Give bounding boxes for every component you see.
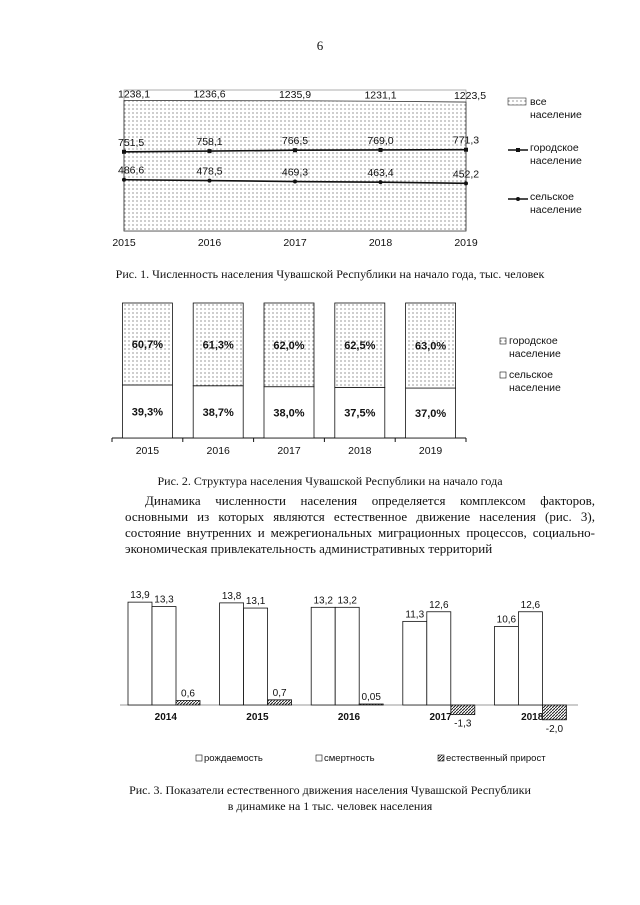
fig1-x-tick-label: 2019 bbox=[454, 237, 478, 249]
fig3-data-label: 10,6 bbox=[496, 614, 517, 626]
fig1-marker-rural bbox=[293, 180, 297, 184]
fig2-chart bbox=[112, 303, 561, 457]
fig1-data-label: 771,3 bbox=[452, 134, 480, 147]
fig3-data-label: 12,6 bbox=[520, 599, 541, 611]
fig1-data-label: 766,5 bbox=[281, 135, 309, 148]
fig3-x-tick-label: 2016 bbox=[337, 712, 361, 723]
fig3-data-label: 0,7 bbox=[272, 687, 287, 699]
fig2-x-tick-label: 2017 bbox=[277, 445, 301, 457]
fig1-marker-urban bbox=[122, 150, 126, 154]
fig2-data-label-rural: 38,7% bbox=[202, 406, 234, 419]
fig2-x-tick-label: 2018 bbox=[348, 445, 372, 457]
fig1-data-label: 751,5 bbox=[118, 136, 145, 149]
fig3-bar-deaths bbox=[152, 607, 176, 705]
fig3-bar-deaths bbox=[244, 608, 268, 705]
fig3-data-label: -1,3 bbox=[454, 718, 472, 730]
fig2-x-tick-label: 2019 bbox=[418, 445, 443, 457]
fig2-caption: Рис. 2. Структура населения Чувашской Республики на начало года bbox=[157, 474, 503, 488]
fig2-x-tick-label: 2015 bbox=[135, 445, 160, 457]
fig1-legend-label: сельское bbox=[530, 191, 574, 203]
fig1-x-tick-label: 2018 bbox=[368, 237, 393, 249]
fig1-legend-label: городское bbox=[530, 142, 579, 154]
fig3-bar-births bbox=[494, 627, 518, 705]
fig3-x-tick-label: 2014 bbox=[154, 712, 177, 723]
fig3-bar-births bbox=[128, 602, 152, 705]
fig1-x-tick-label: 2017 bbox=[283, 237, 307, 249]
fig3-bar-natural-increase bbox=[359, 704, 383, 705]
fig3-chart bbox=[120, 590, 578, 764]
fig2-legend-swatch bbox=[500, 372, 506, 378]
fig1-data-label: 1238,1 bbox=[118, 88, 151, 101]
fig3-bar-births bbox=[220, 603, 244, 705]
fig2-legend-label: городское bbox=[509, 335, 558, 347]
fig1-marker-rural bbox=[464, 181, 468, 185]
fig1-marker-urban bbox=[208, 149, 212, 153]
fig1-marker-rural bbox=[208, 179, 212, 183]
page-number: 6 bbox=[316, 38, 324, 53]
fig3-bar-deaths bbox=[335, 607, 359, 705]
fig1-legend-label: население bbox=[530, 109, 582, 121]
fig1-marker-urban bbox=[293, 148, 297, 152]
fig3-data-label: 13,2 bbox=[337, 595, 357, 607]
fig1-data-label: 1236,6 bbox=[193, 88, 226, 101]
fig3-data-label: 0,05 bbox=[361, 692, 381, 703]
fig2-data-label-rural: 37,0% bbox=[414, 408, 447, 421]
fig3-legend-label: рождаемость bbox=[204, 753, 263, 764]
fig3-data-label: 13,1 bbox=[245, 596, 266, 608]
fig2-data-label-urban: 63,0% bbox=[414, 340, 447, 353]
fig3-data-label: 13,8 bbox=[221, 590, 242, 602]
fig3-data-label: 13,3 bbox=[154, 594, 174, 606]
fig2-data-label-urban: 60,7% bbox=[131, 338, 164, 351]
fig1-data-label: 758,1 bbox=[196, 136, 223, 149]
fig2-legend-label: население bbox=[509, 348, 561, 360]
fig1-legend-marker bbox=[516, 148, 520, 152]
fig1-marker-urban bbox=[379, 148, 383, 152]
fig1-data-label: 1231,1 bbox=[364, 89, 397, 102]
fig1-marker-rural bbox=[379, 180, 383, 184]
fig3-data-label: 11,3 bbox=[405, 609, 425, 621]
fig1-data-label: 486,6 bbox=[118, 164, 145, 177]
fig1-legend-label: все bbox=[530, 96, 547, 108]
fig1-x-tick-label: 2016 bbox=[197, 237, 222, 249]
fig2-data-label-urban: 61,3% bbox=[202, 339, 234, 352]
fig3-bar-natural-increase bbox=[176, 701, 200, 705]
fig3-bar-deaths bbox=[518, 612, 542, 705]
fig1-data-label: 1235,9 bbox=[278, 88, 312, 101]
fig2-data-label-rural: 37,5% bbox=[344, 407, 376, 420]
fig2-legend-label: сельское bbox=[509, 369, 553, 381]
fig1-legend-marker bbox=[516, 197, 520, 201]
fig3-legend-swatch bbox=[196, 755, 202, 761]
fig1-data-label: 478,5 bbox=[196, 165, 223, 178]
fig3-legend-label: смертность bbox=[324, 753, 375, 764]
fig3-bar-natural-increase bbox=[268, 700, 292, 705]
fig1-marker-rural bbox=[122, 178, 126, 182]
fig1-data-label: 452,2 bbox=[452, 168, 480, 181]
fig3-x-tick-label: 2017 bbox=[429, 712, 452, 723]
fig3-caption-line1: Рис. 3. Показатели естественного движения населения Чувашской Республики bbox=[129, 783, 531, 797]
fig1-chart bbox=[112, 89, 582, 249]
fig3-data-label: 12,6 bbox=[429, 599, 449, 611]
fig2-data-label-rural: 38,0% bbox=[273, 407, 305, 420]
fig3-bar-natural-increase bbox=[542, 705, 566, 720]
fig3-bar-births bbox=[311, 607, 335, 705]
fig3-bar-deaths bbox=[427, 612, 451, 705]
fig3-legend-swatch bbox=[438, 755, 444, 761]
fig1-caption: Рис. 1. Численность населения Чувашской Республики на начало года, тыс. человек bbox=[115, 267, 545, 281]
fig3-caption-line2: в динамике на 1 тыс. человек населения bbox=[227, 799, 433, 813]
fig3-legend-label: естественный прирост bbox=[446, 753, 546, 764]
fig3-bar-births bbox=[403, 621, 427, 705]
fig3-data-label: 13,9 bbox=[130, 590, 150, 602]
fig1-data-label: 469,3 bbox=[281, 166, 309, 179]
fig3-x-tick-label: 2015 bbox=[246, 712, 269, 723]
fig1-legend-swatch bbox=[508, 98, 526, 105]
fig2-legend-label: население bbox=[509, 382, 561, 394]
fig3-data-label: 0,6 bbox=[181, 688, 195, 700]
fig2-x-tick-label: 2016 bbox=[206, 445, 230, 457]
fig1-legend-label: население bbox=[530, 155, 582, 167]
fig3-x-tick-label: 2018 bbox=[521, 712, 544, 723]
fig2-data-label-urban: 62,5% bbox=[344, 340, 376, 353]
fig1-x-tick-label: 2015 bbox=[112, 237, 136, 249]
fig2-data-label-urban: 62,0% bbox=[273, 339, 305, 352]
fig3-data-label: 13,2 bbox=[313, 595, 333, 607]
fig3-data-label: -2,0 bbox=[545, 723, 564, 735]
fig1-legend-label: население bbox=[530, 204, 582, 216]
fig2-data-label-rural: 39,3% bbox=[131, 406, 164, 419]
fig2-legend-swatch bbox=[500, 338, 506, 344]
fig1-marker-urban bbox=[464, 148, 468, 152]
fig3-legend-swatch bbox=[316, 755, 322, 761]
body-paragraph: Динамика численности населения определяется комплексом факторов, основными из которых являются естественное движение населения (рис. 3), состояние внутренних и межрегиональных миграционных процессов, социально-экономическая привлекательность административных территорий bbox=[125, 493, 595, 556]
fig1-data-label: 769,0 bbox=[367, 134, 394, 147]
fig1-data-label: 1223,5 bbox=[453, 90, 487, 103]
fig3-bar-natural-increase bbox=[451, 705, 475, 715]
fig1-data-label: 463,4 bbox=[367, 167, 394, 180]
